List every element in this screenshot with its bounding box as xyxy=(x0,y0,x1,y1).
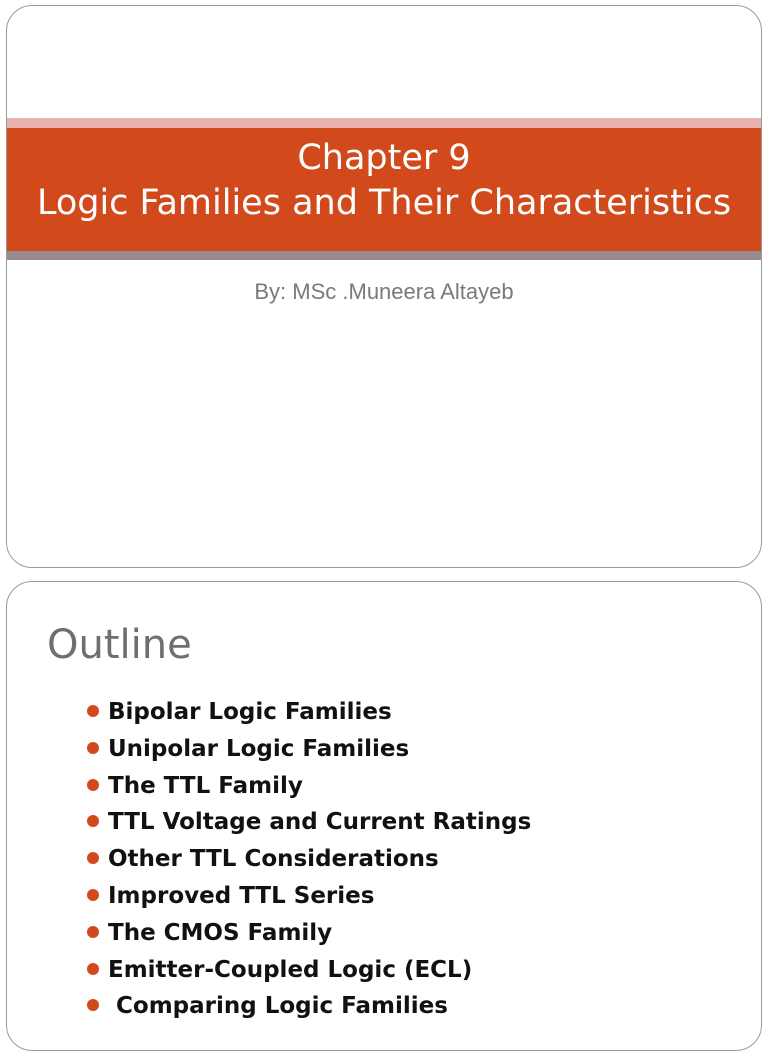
bullet-dot-icon xyxy=(87,779,99,791)
outline-heading: Outline xyxy=(47,622,192,668)
outline-item-label: Emitter-Coupled Logic (ECL) xyxy=(108,956,473,983)
bullet-dot-icon xyxy=(87,742,99,754)
bullet-dot-icon xyxy=(87,705,99,717)
outline-slide xyxy=(6,581,762,1051)
outline-item-label: Comparing Logic Families xyxy=(108,993,448,1020)
bullet-dot-icon xyxy=(87,963,99,975)
outline-item-label: The CMOS Family xyxy=(108,919,333,946)
bullet-dot-icon xyxy=(87,889,99,901)
bullet-dot-icon xyxy=(87,815,99,827)
outline-item-label: TTL Voltage and Current Ratings xyxy=(108,809,532,836)
outline-item-label: Unipolar Logic Families xyxy=(108,735,410,762)
bullet-dot-icon xyxy=(87,852,99,864)
slide-title xyxy=(6,136,762,226)
outline-item-label: Other TTL Considerations xyxy=(108,846,439,873)
slide-title-line-1: Chapter 9 xyxy=(297,138,471,178)
bullet-dot-icon xyxy=(87,926,99,938)
title-slide xyxy=(6,5,762,568)
title-band-bottom-stripe xyxy=(7,251,761,260)
outline-item-label: Bipolar Logic Families xyxy=(108,699,392,725)
outline-item-label: The TTL Family xyxy=(108,772,303,799)
slide-subtitle: By: MSc .Muneera Altayeb xyxy=(254,279,514,304)
slide-title-line-2: Logic Families and Their Characteristics xyxy=(36,183,732,223)
bullet-dot-icon xyxy=(87,999,99,1011)
outline-item-label: Improved TTL Series xyxy=(108,882,375,909)
